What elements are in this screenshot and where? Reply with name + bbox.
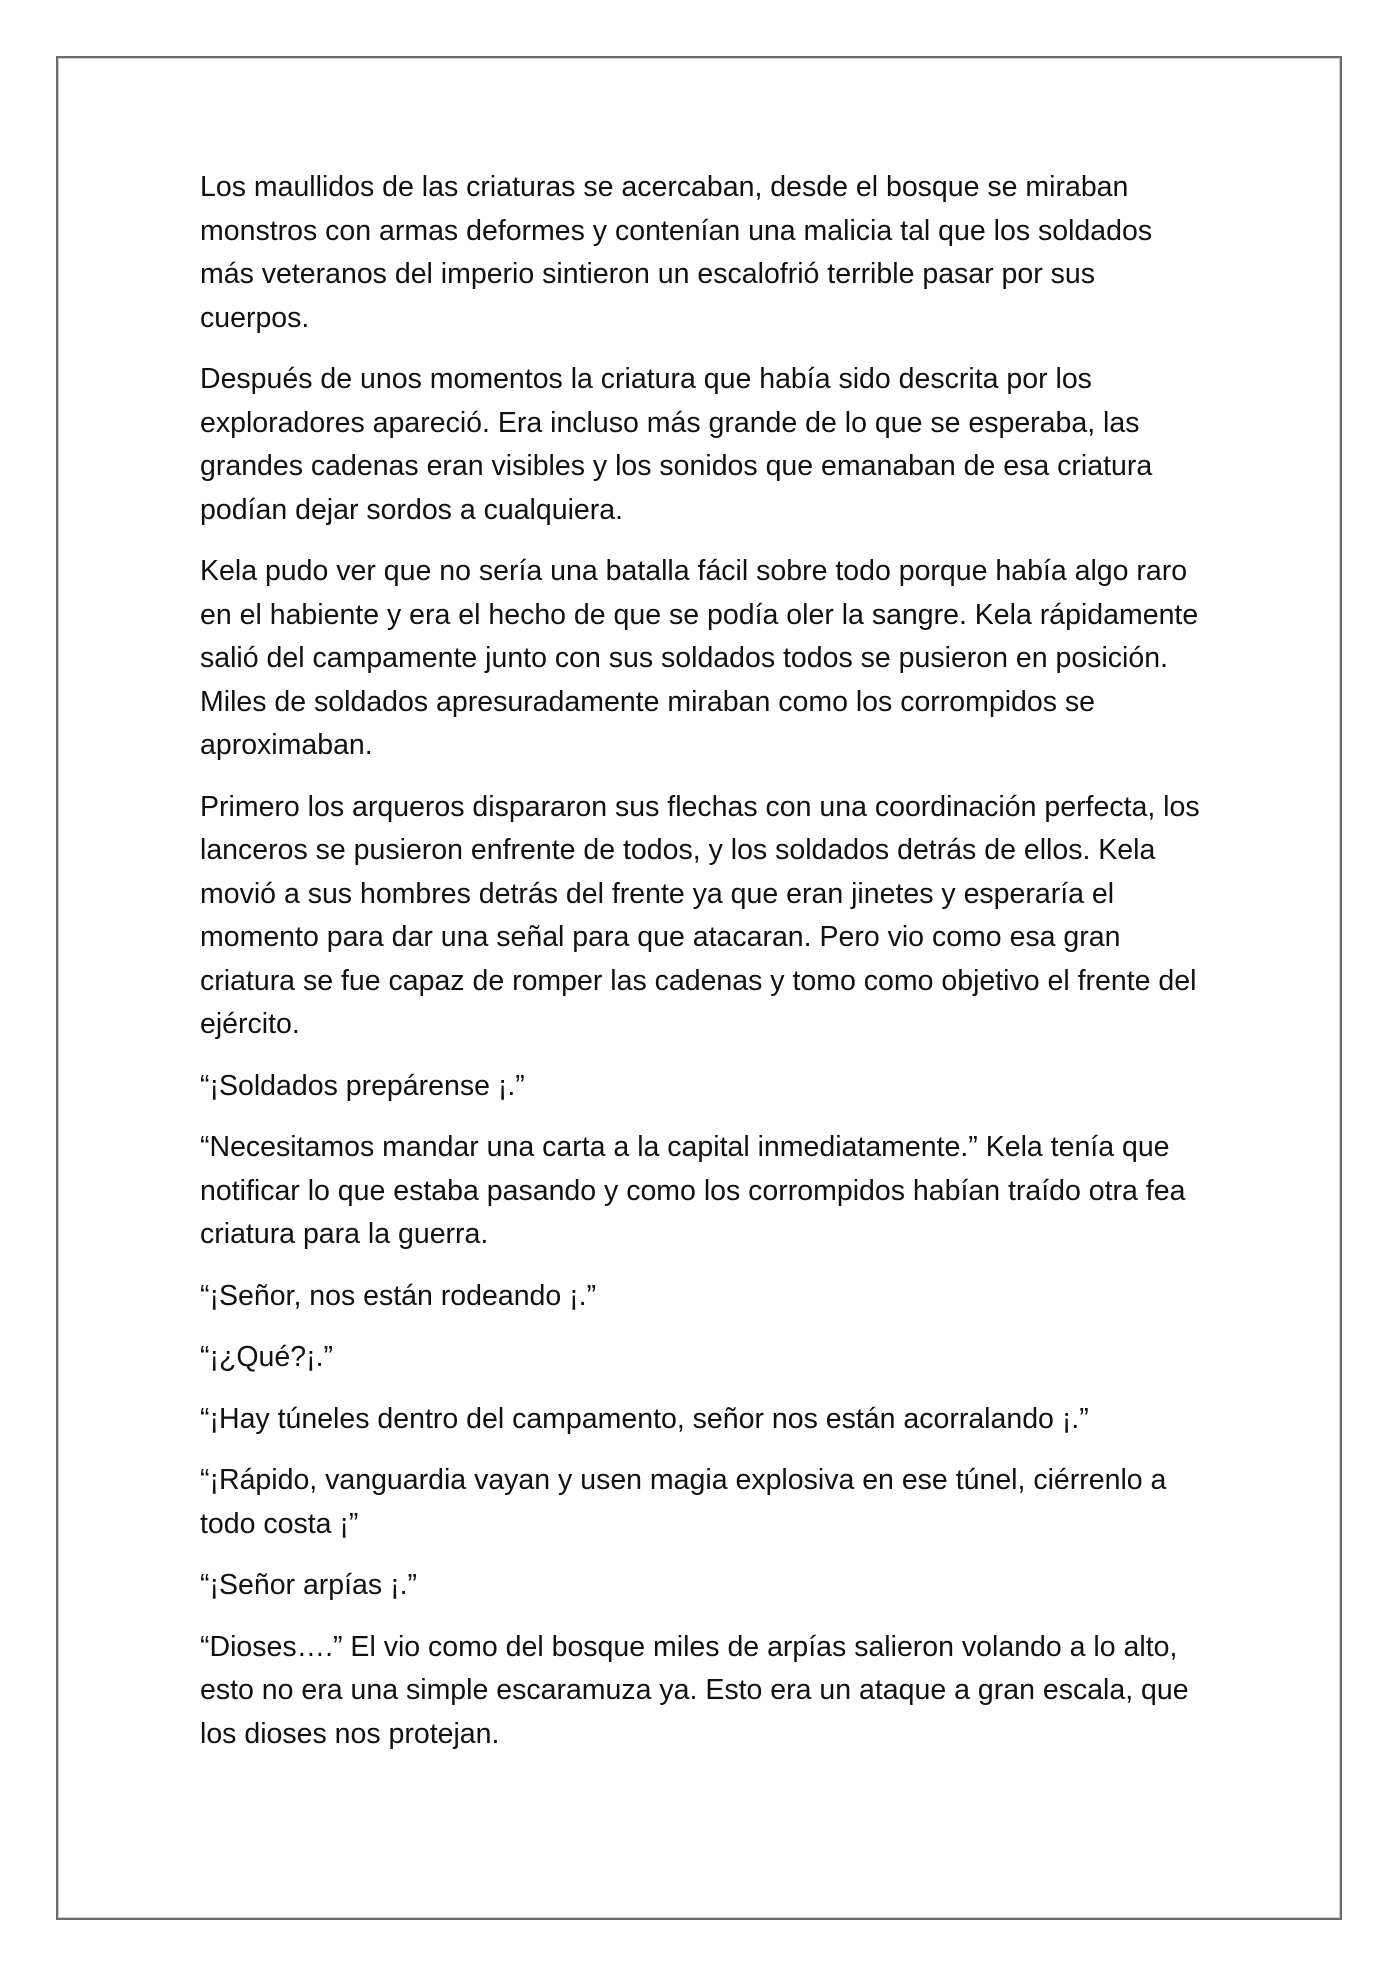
paragraph-4: Primero los arqueros dispararon sus flechas con una coordinación perfecta, los lanceros se pusieron enfrente de todos, y los soldados detrás de ellos. Kela movió a sus hombres detrás del frente ya que eran jinetes y esperaría el momento para dar una señal para que atacaran. Pero vio como esa gran criatura se fue capaz de romper las cadenas y tomo como objetivo el frente del ejército.: [200, 790, 1200, 1040]
paragraph-3: Kela pudo ver que no sería una batalla fácil sobre todo porque había algo raro en el habiente y era el hecho de que se podía oler la sangre. Kela rápidamente salió del campamente junto con sus soldados todos se pusieron en posición. Miles de soldados apresuradamente miraban como los corrompidos se aproximaban.: [200, 555, 1199, 761]
paragraph-2: Después de unos momentos la criatura que había sido descrita por los exploradores apareció. Era incluso más grande de lo que se esperaba, las grandes cadenas eran visibles y los sonidos que emanaban de esa criatura podían dejar sordos a cualquiera.: [200, 363, 1153, 526]
paragraph-1: Los maullidos de las criaturas se acercaban, desde el bosque se miraban monstros con armas deformes y contenían una malicia tal que los soldados más veteranos del imperio sintieron un escalofrió terrible pasar por sus cuerpos.: [200, 171, 1153, 334]
dialogue-line-5: “¡Rápido, vanguardia vayan y usen magia explosiva en ese túnel, ciérrenlo a todo costa ¡”: [200, 1464, 1167, 1540]
dialogue-line-3: “¡¿Qué?¡.”: [200, 1341, 334, 1373]
paragraph-5: “Necesitamos mandar una carta a la capital inmediatamente.” Kela tenía que notificar lo que estaba pasando y como los corrompidos habían traído otra fea criatura para la guerra.: [200, 1131, 1186, 1250]
dialogue-line-1: “¡Soldados prepárense ¡.”: [200, 1069, 525, 1102]
dialogue-line-4: “¡Hay túneles dentro del campamento, señor nos están acorralando ¡.”: [200, 1402, 1089, 1435]
paragraph-6: “Dioses….” El vio como del bosque miles de arpías salieron volando a lo alto, esto no era una simple escaramuza ya. Esto era un ataque a gran escala, que los dioses nos protejan.: [200, 1630, 1189, 1750]
dialogue-line-2: “¡Señor, nos están rodeando ¡.”: [200, 1279, 597, 1312]
document-body: [200, 166, 1200, 1774]
dialogue-line-6: “¡Señor arpías ¡.”: [200, 1569, 417, 1601]
